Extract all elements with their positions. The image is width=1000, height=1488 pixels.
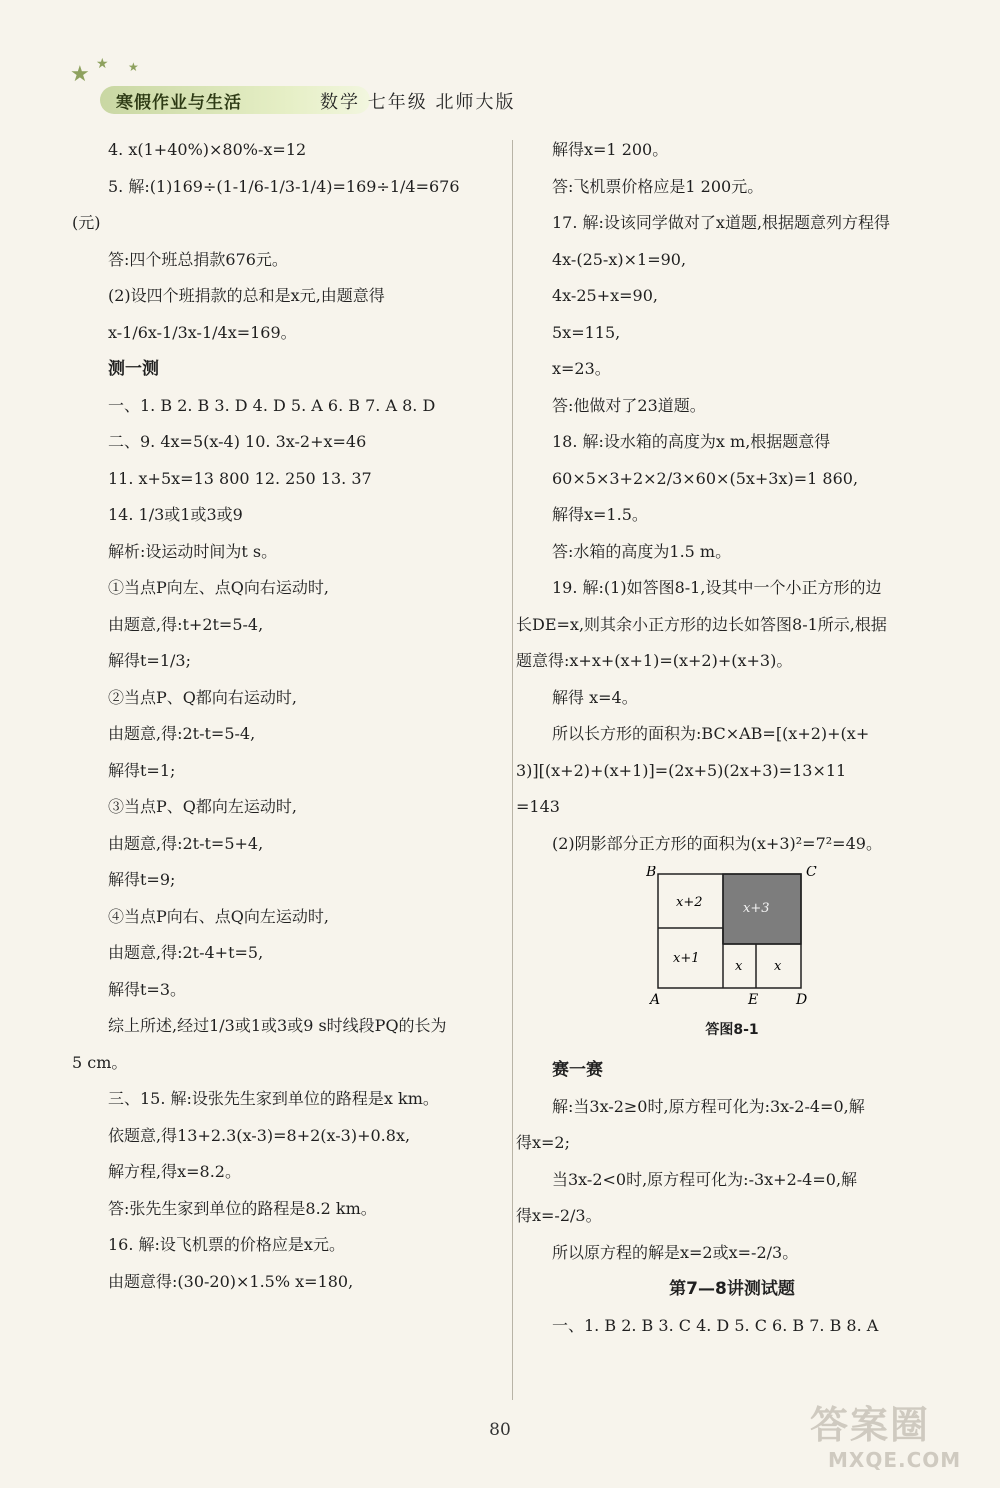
text-line: =143	[516, 797, 560, 816]
column-divider	[512, 140, 513, 1400]
text-line: 19. 解:(1)如答图8-1,设其中一个小正方形的边	[552, 578, 882, 597]
text-line: 解得 x=4。	[552, 687, 638, 707]
text-line: 所以原方程的解是x=2或x=-2/3。	[552, 1242, 799, 1262]
book-subtitle: 数学 七年级 北师大版	[320, 92, 516, 113]
label-A: A	[650, 992, 661, 1006]
section-heading: 测一测	[108, 359, 159, 379]
text-line: ③当点P、Q都向左运动时,	[108, 797, 297, 816]
text-line: 二、9. 4x=5(x-4) 10. 3x-2+x=46	[108, 432, 367, 451]
text-line: 依题意,得13+2.3(x-3)=8+2(x-3)+0.8x,	[108, 1125, 411, 1145]
text-line: 解析:设运动时间为t s。	[108, 541, 278, 561]
text-line: 由题意,得:2t-4+t=5,	[108, 943, 264, 962]
text-line: x-1/6x-1/3x-1/4x=169。	[108, 322, 297, 342]
text-line: 5 cm。	[72, 1052, 128, 1072]
text-line: 所以长方形的面积为:BC×AB=[(x+2)+(x+	[552, 724, 870, 743]
text-line: 长DE=x,则其余小正方形的边长如答图8-1所示,根据	[516, 614, 887, 634]
cell-x-b: x	[774, 959, 782, 974]
text-line: 解得x=1.5。	[552, 505, 648, 524]
section-heading: 第7—8讲测试题	[669, 1279, 795, 1299]
text-line: ①当点P向左、点Q向右运动时,	[108, 578, 329, 597]
text-line: ②当点P、Q都向右运动时,	[108, 687, 297, 707]
watermark-url: MXQE.COM	[828, 1448, 962, 1472]
text-line: 解:当3x-2≥0时,原方程可化为:3x-2-4=0,解	[552, 1096, 865, 1116]
text-line: 解方程,得x=8.2。	[108, 1162, 241, 1181]
figure-8-1	[516, 862, 948, 1052]
text-line: (元)	[72, 213, 101, 232]
text-line: 答:水箱的高度为1.5 m。	[552, 541, 732, 561]
text-line: 一、1. B 2. B 3. D 4. D 5. A 6. B 7. A 8. D	[108, 395, 436, 415]
text-line: 5x=115,	[552, 322, 621, 342]
watermark-text: 答案圈	[810, 1403, 931, 1447]
text-line: (2)阴影部分正方形的面积为(x+3)²=7²=49。	[552, 833, 882, 853]
figure-caption: 答图8-1	[705, 1022, 759, 1038]
text-line: 由题意,得:2t-t=5+4,	[108, 833, 264, 853]
watermark-logo	[810, 1394, 990, 1484]
text-line: 4x-25+x=90,	[552, 286, 658, 305]
text-line: 答:他做对了23道题。	[552, 395, 706, 415]
cell-x-plus-3: x+3	[743, 901, 770, 916]
text-line: 11. x+5x=13 800 12. 250 13. 37	[108, 468, 372, 488]
text-line: 三、15. 解:设张先生家到单位的路程是x km。	[108, 1089, 439, 1108]
label-D: D	[796, 992, 808, 1006]
star-icon: ★	[70, 62, 90, 87]
text-line: 4. x(1+40%)×80%-x=12	[108, 140, 307, 159]
text-line: 由题意,得:2t-t=5-4,	[108, 724, 256, 743]
text-line: 得x=-2/3。	[516, 1206, 602, 1225]
label-C: C	[806, 866, 817, 880]
page-header	[70, 56, 550, 122]
text-line: 综上所述,经过1/3或1或3或9 s时线段PQ的长为	[108, 1016, 447, 1035]
page-number: 80	[489, 1420, 511, 1440]
text-line: ④当点P向右、点Q向左运动时,	[108, 906, 329, 926]
text-line: 解得x=1 200。	[552, 140, 669, 159]
text-line: 3)][(x+2)+(x+1)]=(2x+5)(2x+3)=13×11	[516, 760, 847, 780]
text-line: 一、1. B 2. B 3. C 4. D 5. C 6. B 7. B 8. A	[552, 1315, 879, 1335]
text-line: 解得t=3。	[108, 979, 187, 999]
text-line: 答:张先生家到单位的路程是8.2 km。	[108, 1198, 377, 1218]
label-E: E	[748, 992, 759, 1006]
text-line: 17. 解:设该同学做对了x道题,根据题意列方程得	[552, 213, 891, 232]
text-line: 16. 解:设飞机票的价格应是x元。	[108, 1235, 345, 1254]
book-title: 寒假作业与生活	[116, 93, 242, 113]
section-heading: 赛一赛	[552, 1060, 603, 1080]
text-line: 5. 解:(1)169÷(1-1/6-1/3-1/4)=169÷1/4=676	[108, 176, 460, 196]
cell-x-a: x	[735, 959, 743, 974]
cell-x-plus-2: x+2	[676, 895, 703, 910]
text-line: 解得t=9;	[108, 870, 176, 889]
text-line: 由题意,得:t+2t=5-4,	[108, 614, 264, 634]
left-column	[72, 132, 502, 1300]
text-line: x=23。	[552, 359, 611, 378]
text-line: 解得t=1;	[108, 760, 176, 780]
text-line: 答:飞机票价格应是1 200元。	[552, 176, 764, 196]
text-line: 当3x-2<0时,原方程可化为:-3x+2-4=0,解	[552, 1169, 858, 1189]
text-line: 得x=2;	[516, 1133, 571, 1152]
right-column	[516, 132, 948, 1344]
text-line: 答:四个班总捐款676元。	[108, 249, 288, 269]
cell-x-plus-1: x+1	[673, 951, 700, 966]
star-icon: ★	[96, 56, 109, 72]
text-line: 题意得:x+x+(x+1)=(x+2)+(x+3)。	[516, 651, 793, 670]
text-line: 18. 解:设水箱的高度为x m,根据题意得	[552, 432, 831, 451]
label-B: B	[646, 866, 657, 880]
square-diagram	[646, 866, 826, 1006]
text-line: (2)设四个班捐款的总和是x元,由题意得	[108, 286, 385, 305]
text-line: 14. 1/3或1或3或9	[108, 505, 243, 524]
text-line: 由题意得:(30-20)×1.5% x=180,	[108, 1271, 354, 1291]
text-line: 解得t=1/3;	[108, 651, 191, 670]
text-line: 60×5×3+2×2/3×60×(5x+3x)=1 860,	[552, 468, 859, 488]
star-icon: ★	[128, 60, 139, 74]
text-line: 4x-(25-x)×1=90,	[552, 249, 687, 269]
